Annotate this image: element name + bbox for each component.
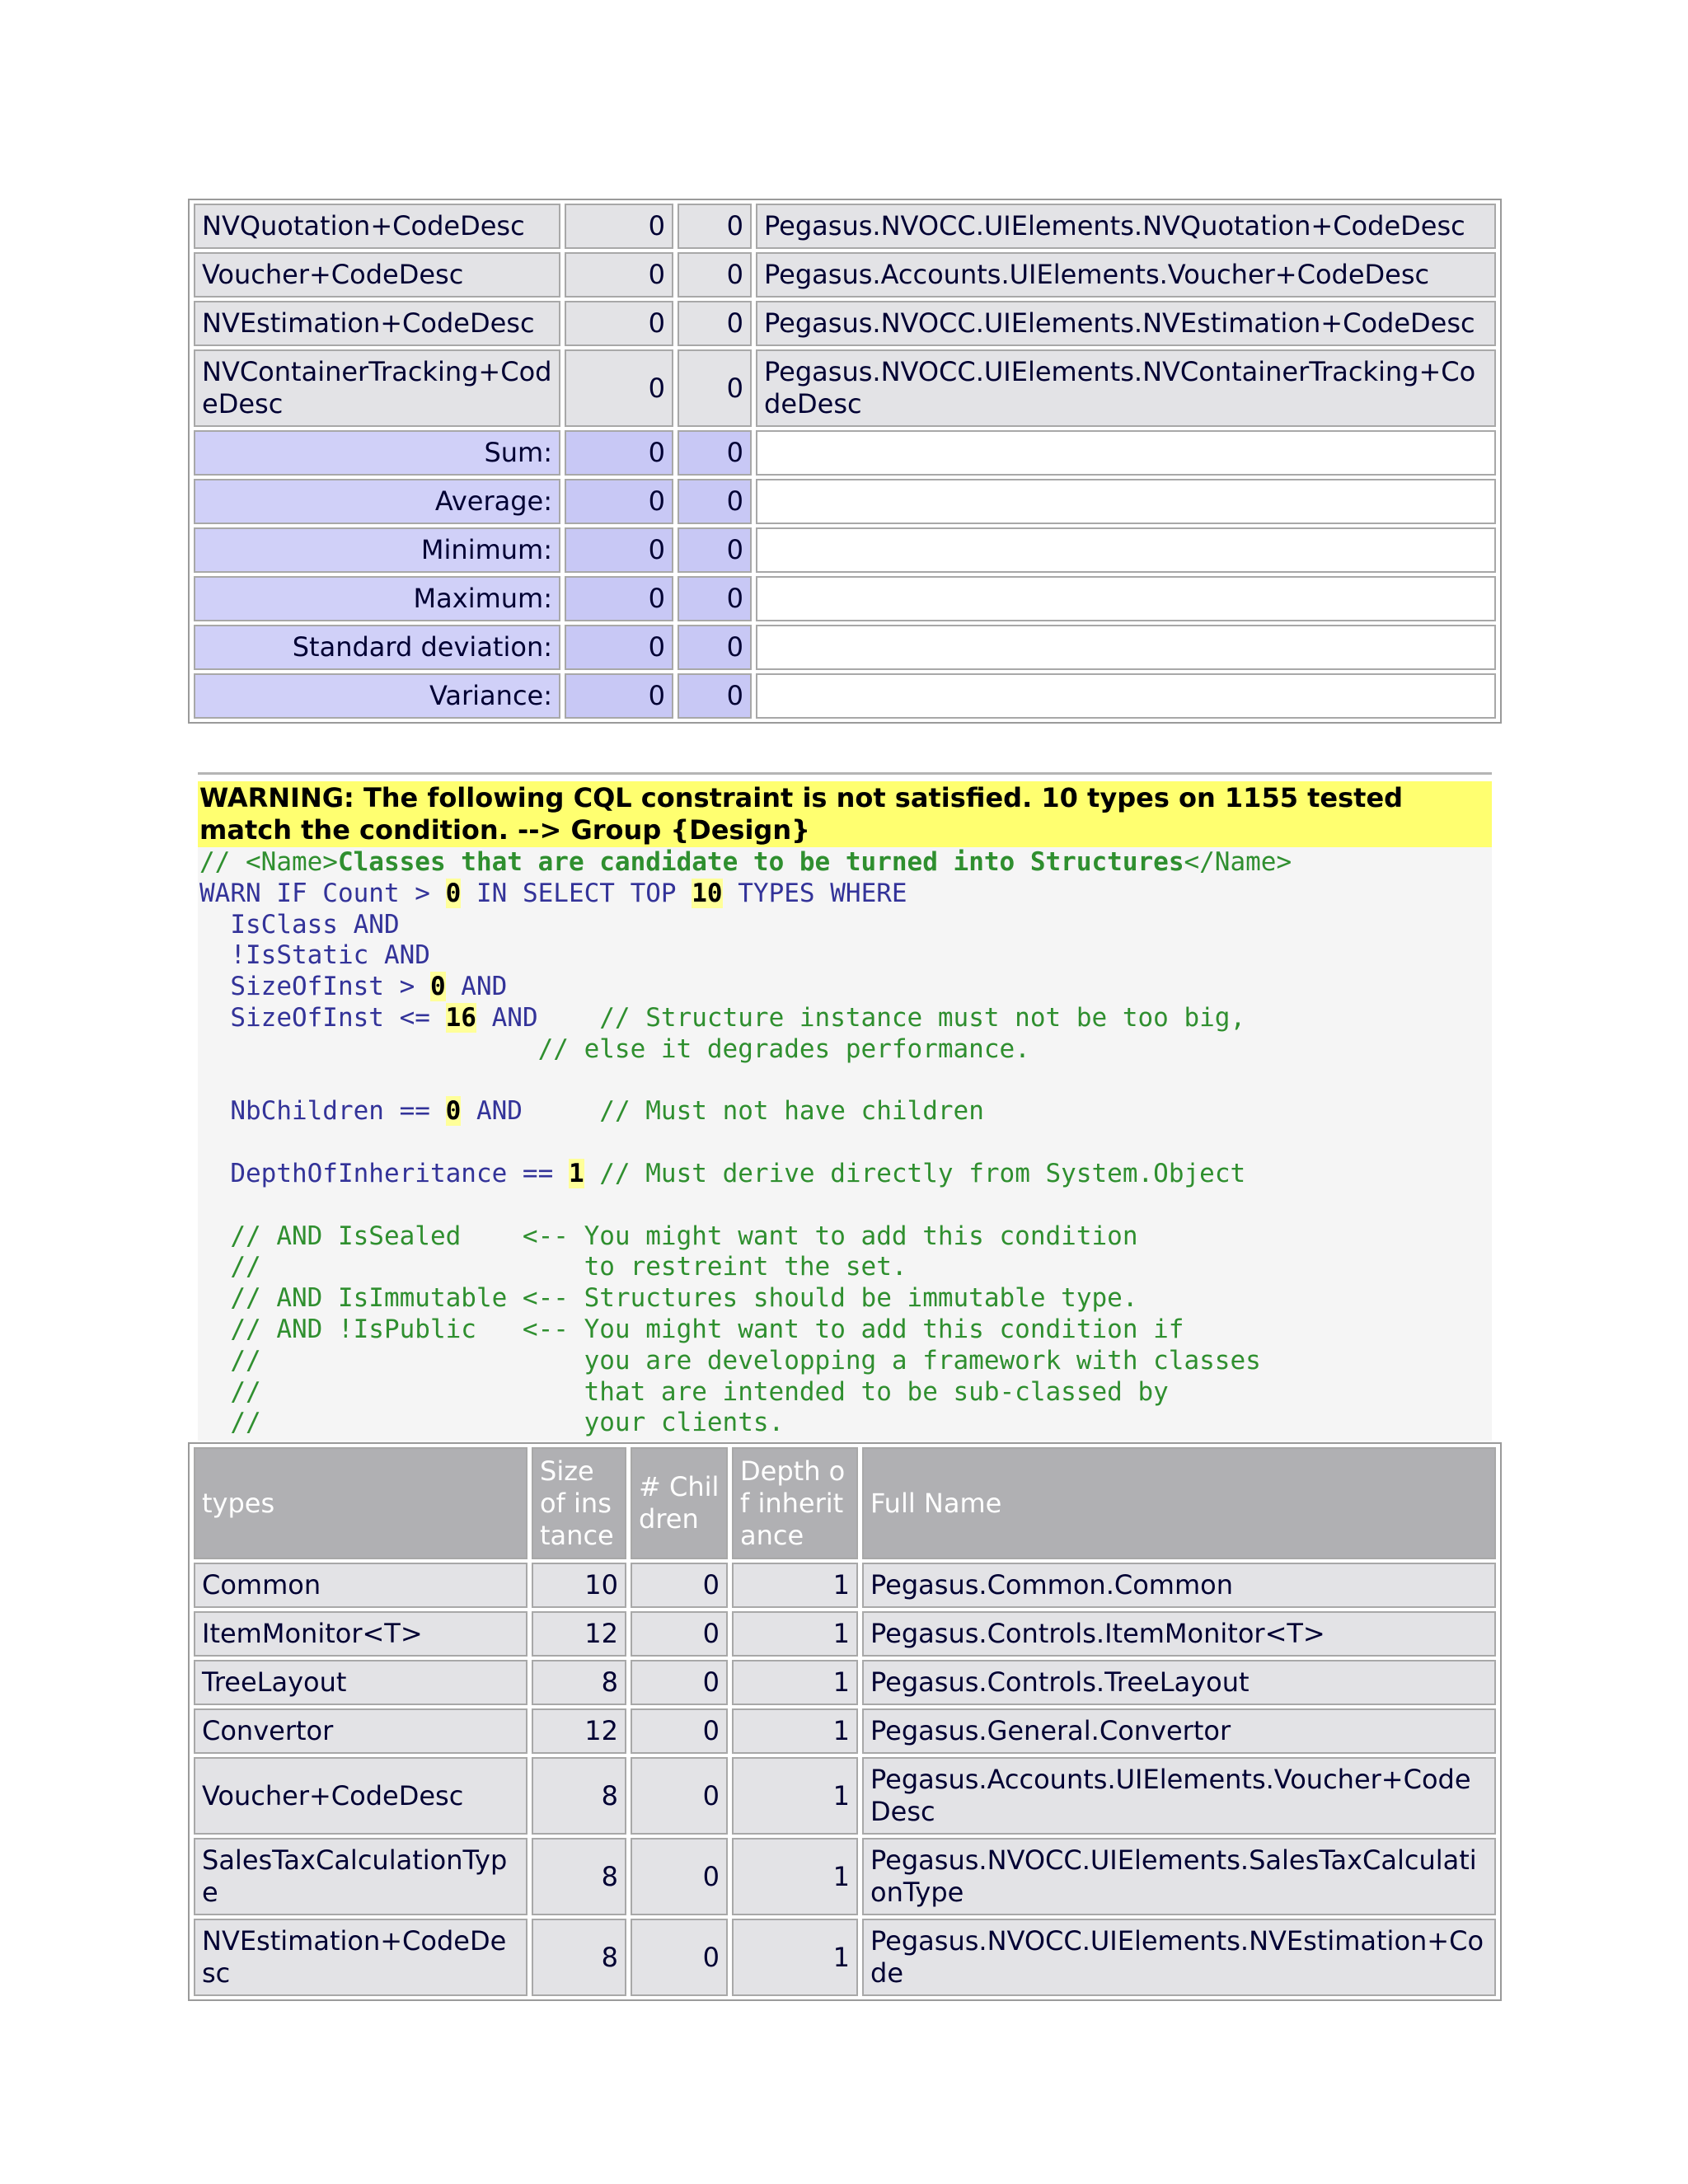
column-header-children[interactable]: # Children	[631, 1447, 728, 1559]
stat-row	[194, 625, 1496, 670]
cql-code	[198, 847, 1492, 1439]
type-name-cell: NVContainerTracking+CodeDesc	[194, 349, 560, 427]
cql-comment: // AND IsImmutable <-- Structures should be immutable type.	[199, 1283, 1138, 1314]
stat-value: 0	[678, 430, 752, 476]
value-cell: 0	[565, 301, 673, 346]
size-cell: 8	[532, 1919, 626, 1996]
children-cell: 0	[631, 1757, 728, 1835]
table-row	[194, 1708, 1496, 1754]
cql-comment: // to restreint the set.	[199, 1252, 907, 1282]
depth-cell: 1	[732, 1919, 858, 1996]
table-row	[194, 1757, 1496, 1835]
depth-cell: 1	[732, 1708, 858, 1754]
type-name-cell: Voucher+CodeDesc	[194, 252, 560, 298]
value-cell: 0	[678, 252, 752, 298]
stat-value: 0	[678, 576, 752, 621]
cql-line: AND	[461, 1096, 600, 1127]
type-name-cell: Voucher+CodeDesc	[194, 1757, 528, 1835]
full-name-cell: Pegasus.Accounts.UIElements.Voucher+CodeDesc	[862, 1757, 1496, 1835]
cql-number: 0	[429, 972, 446, 1002]
table-row	[194, 252, 1496, 298]
empty-cell	[756, 673, 1496, 719]
stat-label: Sum:	[194, 430, 560, 476]
cql-number: 0	[445, 1096, 462, 1127]
metrics-table	[188, 199, 1502, 724]
size-cell: 8	[532, 1838, 626, 1915]
cql-line: DepthOfInheritance ==	[199, 1158, 569, 1188]
cql-comment: // Structure instance must not be too big,	[599, 1002, 1246, 1033]
cql-name-close: </Name>	[1184, 847, 1292, 877]
cql-comment: // Must derive directly from System.Object	[584, 1158, 1246, 1188]
full-name-cell: Pegasus.NVOCC.UIElements.NVEstimation+Code	[862, 1919, 1496, 1996]
stat-row	[194, 527, 1496, 573]
column-header-size[interactable]: Size of instance	[532, 1447, 626, 1559]
table-row	[194, 1563, 1496, 1608]
cql-line: !IsStatic AND	[199, 940, 430, 971]
cql-line: TYPES WHERE	[722, 878, 907, 908]
full-name-cell: Pegasus.General.Convertor	[862, 1708, 1496, 1754]
type-name-cell: ItemMonitor<T>	[194, 1611, 528, 1657]
table-row	[194, 1611, 1496, 1657]
table-row	[194, 1838, 1496, 1915]
stat-value: 0	[565, 625, 673, 670]
depth-cell: 1	[732, 1838, 858, 1915]
table-row	[194, 1660, 1496, 1705]
full-name-cell: Pegasus.NVOCC.UIElements.NVContainerTracking+CodeDesc	[756, 349, 1496, 427]
children-cell: 0	[631, 1611, 728, 1657]
stat-value: 0	[678, 673, 752, 719]
stat-label: Minimum:	[194, 527, 560, 573]
type-name-cell: Common	[194, 1563, 528, 1608]
cql-line: AND	[445, 972, 508, 1002]
depth-cell: 1	[732, 1757, 858, 1835]
empty-cell	[756, 527, 1496, 573]
size-cell: 8	[532, 1660, 626, 1705]
type-name-cell: SalesTaxCalculationType	[194, 1838, 528, 1915]
type-name-cell: Convertor	[194, 1708, 528, 1754]
table-row	[194, 301, 1496, 346]
table-row	[194, 204, 1496, 249]
children-cell: 0	[631, 1563, 728, 1608]
stat-row	[194, 479, 1496, 524]
section-divider	[198, 772, 1492, 775]
depth-cell: 1	[732, 1660, 858, 1705]
cql-line: WARN IF Count >	[199, 878, 446, 908]
stat-value: 0	[565, 527, 673, 573]
value-cell: 0	[678, 349, 752, 427]
value-cell: 0	[565, 204, 673, 249]
type-name-cell: NVEstimation+CodeDesc	[194, 301, 560, 346]
empty-cell	[756, 479, 1496, 524]
size-cell: 10	[532, 1563, 626, 1608]
full-name-cell: Pegasus.Controls.TreeLayout	[862, 1660, 1496, 1705]
cql-comment: // you are developping a framework with classes	[199, 1345, 1261, 1376]
type-name-cell: NVEstimation+CodeDesc	[194, 1919, 528, 1996]
cql-line: IsClass AND	[199, 909, 400, 940]
table-row	[194, 1919, 1496, 1996]
cql-number: 16	[445, 1002, 476, 1033]
stat-value: 0	[565, 479, 673, 524]
full-name-cell: Pegasus.Common.Common	[862, 1563, 1496, 1608]
cql-line: NbChildren ==	[199, 1096, 446, 1127]
warning-banner: WARNING: The following CQL constraint is not satisfied. 10 types on 1155 tested match the condition. --> Group {Design}	[198, 781, 1492, 847]
column-header-depth[interactable]: Depth of inheritance	[732, 1447, 858, 1559]
type-name-cell: NVQuotation+CodeDesc	[194, 204, 560, 249]
children-cell: 0	[631, 1660, 728, 1705]
size-cell: 12	[532, 1611, 626, 1657]
full-name-cell: Pegasus.NVOCC.UIElements.NVQuotation+CodeDesc	[756, 204, 1496, 249]
value-cell: 0	[565, 252, 673, 298]
empty-cell	[756, 576, 1496, 621]
children-cell: 0	[631, 1708, 728, 1754]
stat-row	[194, 430, 1496, 476]
stat-label: Average:	[194, 479, 560, 524]
types-table	[188, 1442, 1502, 2001]
stat-row	[194, 576, 1496, 621]
cql-line: IN SELECT TOP	[461, 878, 692, 908]
value-cell: 0	[678, 301, 752, 346]
cql-comment: // Must not have children	[599, 1096, 984, 1127]
stat-value: 0	[678, 625, 752, 670]
cql-line: SizeOfInst >	[199, 972, 430, 1002]
cql-comment: // AND !IsPublic <-- You might want to add this condition if	[199, 1314, 1184, 1344]
size-cell: 8	[532, 1757, 626, 1835]
stat-value: 0	[565, 430, 673, 476]
cql-number: 1	[568, 1158, 584, 1188]
table-header-row	[194, 1447, 1496, 1559]
stat-value: 0	[678, 479, 752, 524]
stat-label: Maximum:	[194, 576, 560, 621]
full-name-cell: Pegasus.NVOCC.UIElements.SalesTaxCalculationType	[862, 1838, 1496, 1915]
children-cell: 0	[631, 1838, 728, 1915]
cql-line: SizeOfInst <=	[199, 1002, 446, 1033]
full-name-cell: Pegasus.Accounts.UIElements.Voucher+CodeDesc	[756, 252, 1496, 298]
cql-name-open: // <Name>	[199, 847, 338, 877]
empty-cell	[756, 625, 1496, 670]
full-name-cell: Pegasus.NVOCC.UIElements.NVEstimation+CodeDesc	[756, 301, 1496, 346]
cql-comment: // else it degrades performance.	[199, 1033, 1030, 1064]
depth-cell: 1	[732, 1611, 858, 1657]
table-row	[194, 349, 1496, 427]
full-name-cell: Pegasus.Controls.ItemMonitor<T>	[862, 1611, 1496, 1657]
type-name-cell: TreeLayout	[194, 1660, 528, 1705]
cql-line: AND	[476, 1002, 600, 1033]
stat-label: Variance:	[194, 673, 560, 719]
column-header-full-name[interactable]: Full Name	[862, 1447, 1496, 1559]
cql-query-block	[198, 847, 1492, 1441]
column-header-types[interactable]: types	[194, 1447, 528, 1559]
size-cell: 12	[532, 1708, 626, 1754]
value-cell: 0	[678, 204, 752, 249]
cql-comment: // AND IsSealed <-- You might want to add this condition	[199, 1221, 1138, 1251]
value-cell: 0	[565, 349, 673, 427]
stat-value: 0	[678, 527, 752, 573]
cql-number: 10	[692, 878, 723, 908]
empty-cell	[756, 430, 1496, 476]
cql-rule-name: Classes that are candidate to be turned into Structures	[337, 847, 1184, 877]
stat-row	[194, 673, 1496, 719]
cql-number: 0	[445, 878, 462, 908]
cql-comment: // that are intended to be sub-classed by	[199, 1376, 1169, 1407]
stat-label: Standard deviation:	[194, 625, 560, 670]
cql-comment: // your clients.	[199, 1408, 785, 1438]
children-cell: 0	[631, 1919, 728, 1996]
depth-cell: 1	[732, 1563, 858, 1608]
stat-value: 0	[565, 576, 673, 621]
stat-value: 0	[565, 673, 673, 719]
